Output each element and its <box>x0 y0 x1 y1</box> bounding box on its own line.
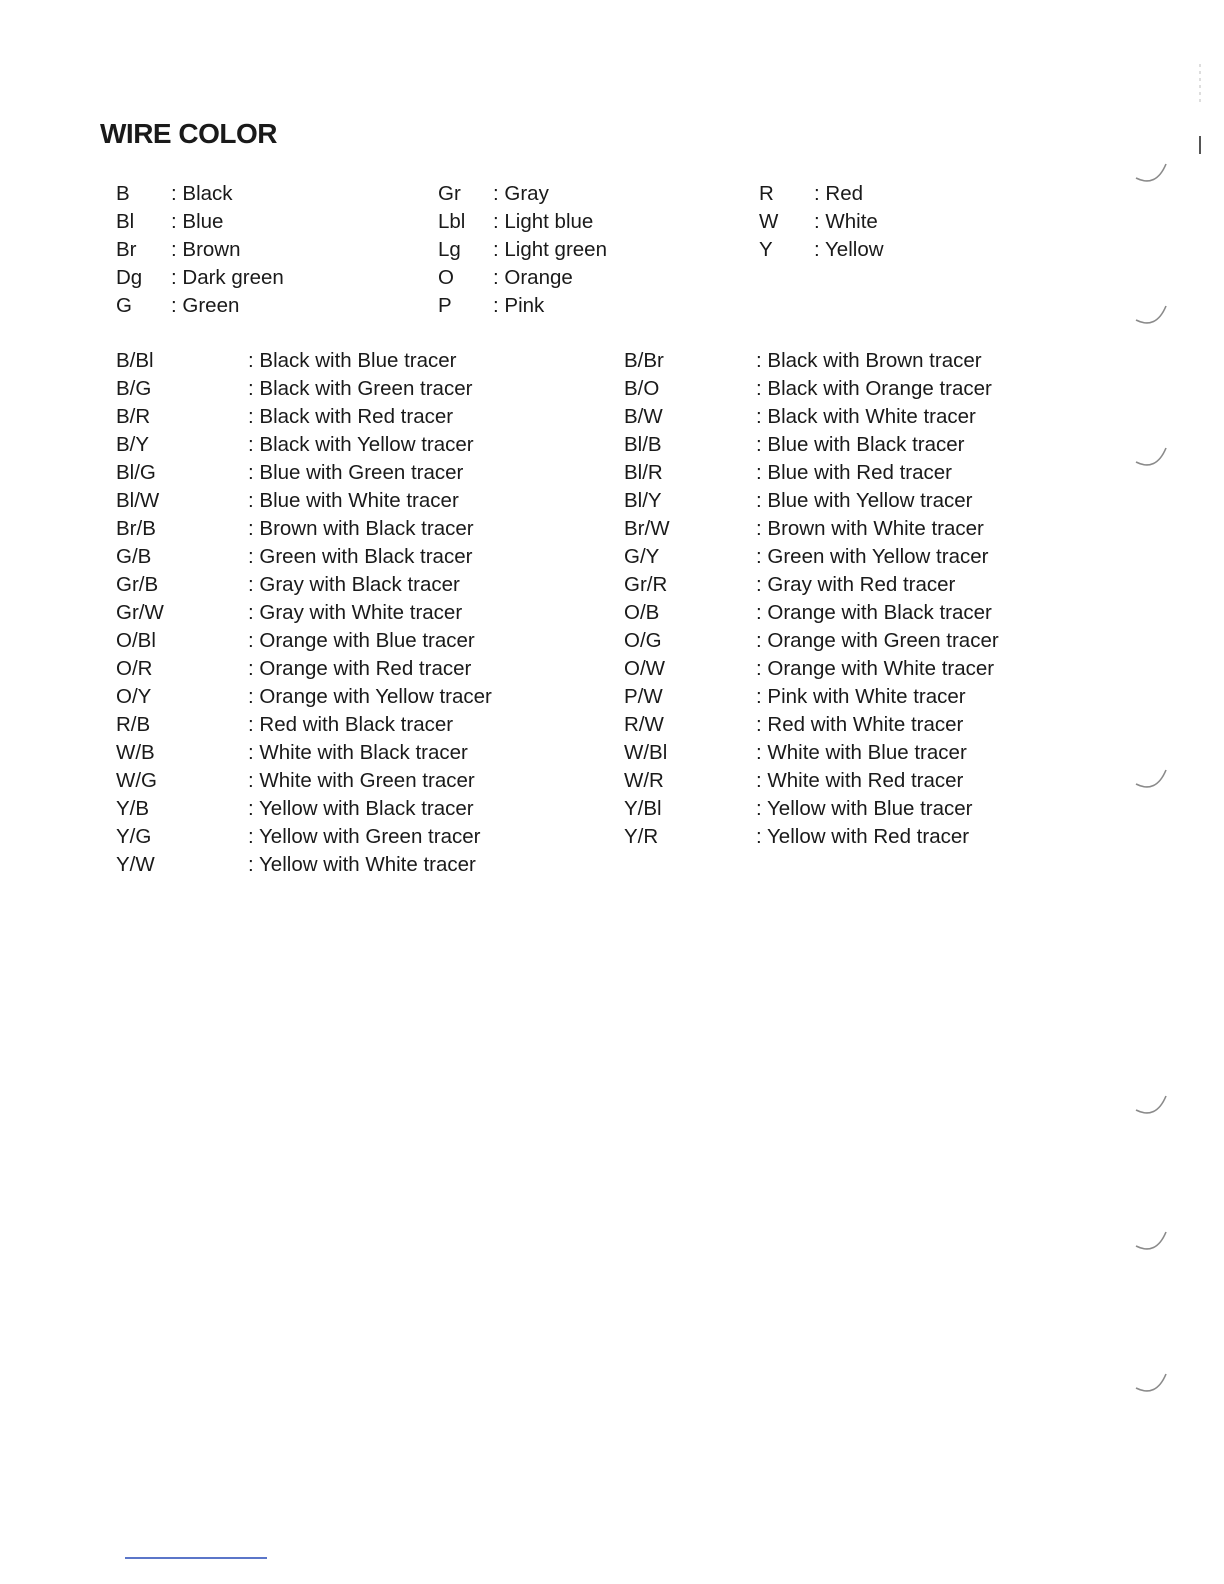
wire-code: Y/Bl <box>624 797 662 820</box>
wire-description: : White with Red tracer <box>756 769 964 792</box>
wire-code: B <box>116 182 130 205</box>
wire-color-entry <box>116 347 492 375</box>
wire-description: : Blue with Red tracer <box>756 461 952 484</box>
wire-code: G <box>116 294 132 317</box>
wire-description: : Blue with White tracer <box>248 489 459 512</box>
wire-code: B/Br <box>624 349 664 372</box>
wire-code: W <box>759 210 779 233</box>
wire-color-entry <box>116 431 492 459</box>
wire-code: O <box>438 266 454 289</box>
wire-code: Y/R <box>624 825 659 848</box>
page-title: WIRE COLOR <box>100 118 277 149</box>
wire-code: Lg <box>438 238 461 261</box>
wire-description: : Orange with Green tracer <box>756 629 999 652</box>
wire-code: Gr/W <box>116 601 164 624</box>
wire-code: B/R <box>116 405 151 428</box>
wire-description: : Red <box>814 182 863 205</box>
wire-color-entry <box>116 767 492 795</box>
wire-code: Bl <box>116 210 135 233</box>
page-edge-mark <box>1198 64 1202 154</box>
wire-color-entry <box>116 403 492 431</box>
binder-hole-mark-icon <box>1134 444 1174 470</box>
wire-description: : Blue <box>171 210 224 233</box>
wire-color-entry <box>116 851 492 879</box>
wire-description: : Brown with Black tracer <box>248 517 474 540</box>
wire-code: G/Y <box>624 545 660 568</box>
wire-color-entry <box>624 403 999 431</box>
wire-code: Gr/R <box>624 573 668 596</box>
wire-color-entry <box>116 515 492 543</box>
wire-code: Bl/B <box>624 433 662 456</box>
wire-color-entry <box>759 180 884 208</box>
wire-code: Br <box>116 238 137 261</box>
wire-code: Y <box>759 238 773 261</box>
wire-color-entry <box>116 264 284 292</box>
wire-code: Y/W <box>116 853 155 876</box>
wire-code: Bl/G <box>116 461 156 484</box>
wire-color-entry <box>624 655 999 683</box>
wire-color-entry <box>624 683 999 711</box>
wire-description: : Light blue <box>493 210 594 233</box>
wire-description: : White with Blue tracer <box>756 741 967 764</box>
wire-color-entry <box>438 180 607 208</box>
wire-description: : Black with Blue tracer <box>248 349 457 372</box>
wire-code: Y/B <box>116 797 150 820</box>
wire-description: : Green with Black tracer <box>248 545 473 568</box>
wire-color-entry <box>624 739 999 767</box>
wire-description: : Green <box>171 294 240 317</box>
binder-hole-mark-icon <box>1134 1370 1174 1396</box>
wire-description: : Light green <box>493 238 607 261</box>
binder-hole-mark-icon <box>1134 1228 1174 1254</box>
wire-description: : Gray with White tracer <box>248 601 463 624</box>
wire-code: W/G <box>116 769 157 792</box>
wire-color-entry <box>624 431 999 459</box>
wire-color-entry <box>624 543 999 571</box>
wire-color-entry <box>116 459 492 487</box>
wire-description: : Yellow with Blue tracer <box>756 797 973 820</box>
wire-color-entry <box>624 459 999 487</box>
wire-code: Bl/R <box>624 461 663 484</box>
wire-code: Dg <box>116 266 143 289</box>
binder-hole-mark-icon <box>1134 302 1174 328</box>
wire-description: : Black with White tracer <box>756 405 976 428</box>
wire-color-entry <box>624 571 999 599</box>
wire-color-entry <box>116 795 492 823</box>
wire-description: : Black with Red tracer <box>248 405 454 428</box>
wire-color-entry <box>438 236 607 264</box>
wire-color-entry <box>116 739 492 767</box>
wire-color-entry <box>624 767 999 795</box>
wire-code: Y/G <box>116 825 152 848</box>
wire-code: G/B <box>116 545 152 568</box>
wire-description: : Orange with Yellow tracer <box>248 685 492 708</box>
wire-description: : White with Green tracer <box>248 769 475 792</box>
wire-description: : Gray <box>493 182 549 205</box>
wire-description: : Black with Brown tracer <box>756 349 982 372</box>
wire-code: O/Bl <box>116 629 156 652</box>
wire-code: Lbl <box>438 210 466 233</box>
wire-description: : Orange with Red tracer <box>248 657 472 680</box>
binder-hole-mark-icon <box>1134 160 1174 186</box>
tracer-color-column-1 <box>116 347 492 879</box>
wire-color-entry <box>116 180 284 208</box>
wire-code: O/G <box>624 629 662 652</box>
wire-description: : Yellow <box>814 238 884 261</box>
wire-code: R/W <box>624 713 664 736</box>
binder-hole-mark-icon <box>1134 1092 1174 1118</box>
wire-color-entry <box>116 292 284 320</box>
wire-description: : Blue with Yellow tracer <box>756 489 973 512</box>
wire-description: : Gray with Red tracer <box>756 573 956 596</box>
wire-description: : Orange with Blue tracer <box>248 629 475 652</box>
basic-color-column-2 <box>438 180 607 320</box>
wire-code: P/W <box>624 685 663 708</box>
binder-hole-mark-icon <box>1134 766 1174 792</box>
wire-color-entry <box>116 823 492 851</box>
wire-color-entry <box>438 208 607 236</box>
wire-description: : Blue with Black tracer <box>756 433 965 456</box>
wire-code: Br/W <box>624 517 670 540</box>
wire-code: B/Y <box>116 433 150 456</box>
wire-color-entry <box>759 208 884 236</box>
wire-description: : Red with White tracer <box>756 713 964 736</box>
tracer-color-column-2 <box>624 347 999 851</box>
wire-description: : White with Black tracer <box>248 741 468 764</box>
wire-code: B/O <box>624 377 660 400</box>
wire-description: : Yellow with White tracer <box>248 853 476 876</box>
wire-color-entry <box>116 543 492 571</box>
wire-color-entry <box>624 487 999 515</box>
basic-color-column-1 <box>116 180 284 320</box>
wire-code: Bl/W <box>116 489 160 512</box>
wire-code: O/B <box>624 601 660 624</box>
wire-description: : Yellow with Green tracer <box>248 825 481 848</box>
wire-color-entry <box>759 236 884 264</box>
wire-color-entry <box>116 711 492 739</box>
wire-code: Gr/B <box>116 573 159 596</box>
wire-description: : Pink <box>493 294 545 317</box>
wire-description: : Orange with Black tracer <box>756 601 992 624</box>
wire-description: : Brown with White tracer <box>756 517 984 540</box>
wire-code: O/W <box>624 657 665 680</box>
basic-color-column-3 <box>759 180 884 264</box>
wire-color-entry <box>624 823 999 851</box>
wire-code: W/R <box>624 769 664 792</box>
wire-description: : Yellow with Red tracer <box>756 825 970 848</box>
wire-color-entry <box>438 292 607 320</box>
wire-color-entry <box>624 599 999 627</box>
wire-description: : Orange with White tracer <box>756 657 995 680</box>
wire-color-entry <box>116 599 492 627</box>
wire-code: O/R <box>116 657 153 680</box>
wire-description: : Blue with Green tracer <box>248 461 464 484</box>
wire-code: Gr <box>438 182 461 205</box>
wire-code: W/B <box>116 741 155 764</box>
wire-description: : Yellow with Black tracer <box>248 797 474 820</box>
wire-color-entry <box>624 795 999 823</box>
wire-code: Bl/Y <box>624 489 662 512</box>
wire-description: : Pink with White tracer <box>756 685 966 708</box>
wire-description: : Brown <box>171 238 241 261</box>
wire-color-entry <box>116 571 492 599</box>
wire-description: : Green with Yellow tracer <box>756 545 989 568</box>
wire-color-entry <box>624 711 999 739</box>
wire-description: : Black with Green tracer <box>248 377 473 400</box>
wire-color-entry <box>116 627 492 655</box>
wire-color-entry <box>116 236 284 264</box>
wire-color-entry <box>624 375 999 403</box>
footer-rule <box>125 1557 267 1559</box>
wire-color-entry <box>624 515 999 543</box>
wire-description: : Black with Yellow tracer <box>248 433 474 456</box>
wire-code: R <box>759 182 774 205</box>
wire-color-entry <box>116 683 492 711</box>
wire-code: P <box>438 294 452 317</box>
wire-color-entry <box>116 655 492 683</box>
wire-code: O/Y <box>116 685 152 708</box>
wire-description: : Dark green <box>171 266 284 289</box>
wire-code: W/Bl <box>624 741 668 764</box>
wire-color-entry <box>624 347 999 375</box>
wire-description: : Black with Orange tracer <box>756 377 992 400</box>
wire-code: R/B <box>116 713 151 736</box>
wire-description: : Gray with Black tracer <box>248 573 460 596</box>
wire-code: B/W <box>624 405 663 428</box>
wire-color-entry <box>624 627 999 655</box>
wire-code: Br/B <box>116 517 156 540</box>
wire-description: : White <box>814 210 878 233</box>
wire-color-entry <box>116 208 284 236</box>
wire-description: : Red with Black tracer <box>248 713 454 736</box>
wire-color-entry <box>116 375 492 403</box>
wire-description: : Orange <box>493 266 573 289</box>
wire-color-entry <box>116 487 492 515</box>
wire-code: B/G <box>116 377 152 400</box>
wire-color-entry <box>438 264 607 292</box>
wire-code: B/Bl <box>116 349 154 372</box>
wire-description: : Black <box>171 182 233 205</box>
